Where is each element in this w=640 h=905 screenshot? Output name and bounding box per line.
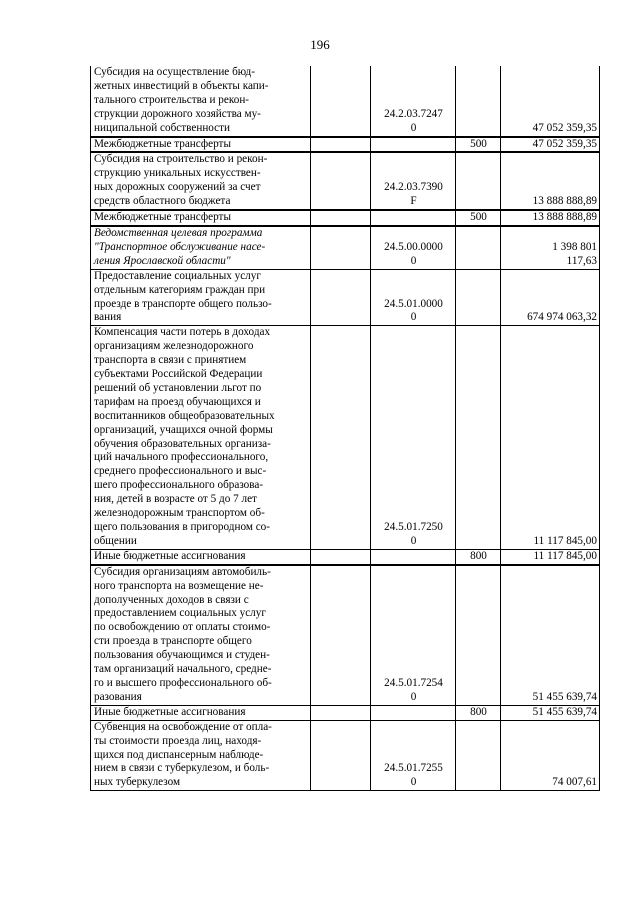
row-code-cell bbox=[371, 210, 456, 226]
row-name-cell: Субвенция на освобождение от опла- ты стоимости проезда лиц, находя- щихся под диспансерным наблюде- нием в связи с туберкулезом, и боль- ных туберкулезом bbox=[91, 720, 311, 791]
row-amount-cell: 47 052 359,35 bbox=[501, 137, 600, 153]
table-row bbox=[91, 705, 600, 720]
row-code-cell: 24.2.03.7390 F bbox=[371, 152, 456, 210]
row-name-cell: Субсидия на строительство и рекон- струкцию уникальных искусствен- ных дорожных сооружений за счет средств областного бюджета bbox=[91, 152, 311, 210]
row-expense-type-cell bbox=[456, 565, 501, 706]
row-code-cell: 24.2.03.7247 0 bbox=[371, 66, 456, 137]
page-number: 196 bbox=[310, 37, 330, 52]
row-code-cell: 24.5.01.7254 0 bbox=[371, 565, 456, 706]
table-row bbox=[91, 720, 600, 791]
table-row bbox=[91, 152, 600, 210]
row-empty-cell bbox=[311, 137, 371, 153]
row-name-cell: Предоставление социальных услуг отдельным категориям граждан при проезде в транспорте общего пользо- вания bbox=[91, 269, 311, 326]
row-code-cell: 24.5.01.7250 0 bbox=[371, 326, 456, 550]
row-empty-cell bbox=[311, 565, 371, 706]
row-amount-cell: 13 888 888,89 bbox=[501, 210, 600, 226]
row-expense-type-cell bbox=[456, 326, 501, 550]
row-name-cell: Межбюджетные трансферты bbox=[91, 210, 311, 226]
row-code-cell: 24.5.01.0000 0 bbox=[371, 269, 456, 326]
row-code-cell bbox=[371, 137, 456, 153]
row-empty-cell bbox=[311, 66, 371, 137]
row-expense-type-cell bbox=[456, 269, 501, 326]
row-code-cell bbox=[371, 549, 456, 564]
row-name-cell: Компенсация части потерь в доходах организациям железнодорожного транспорта в связи с принятием субъектами Российской Федерации решений об установлении льгот по тарифам на проезд обучающихся и воспитанников общеобразовательных организаций, учащихся очной формы обучения образовательных организа- ций начального профессионального, среднего профессионального и выс- шего профессионального образова- ния, детей в возрасте от 5 до 7 лет железнодорожным транспортом об- щего пользования в пригородном со- общении bbox=[91, 326, 311, 550]
row-name-cell: Субсидия организациям автомобиль- ного транспорта на возмещение не- дополученных доходов в связи с предоставлением социальных услуг по освобождению от оплаты стоимо- сти проезда в транспорте общего пользования обучающимся и студен- там организаций начального, средне- го и высшего профессионального об- разования bbox=[91, 565, 311, 706]
row-empty-cell bbox=[311, 210, 371, 226]
row-empty-cell bbox=[311, 326, 371, 550]
row-amount-cell: 11 117 845,00 bbox=[501, 326, 600, 550]
row-empty-cell bbox=[311, 549, 371, 564]
row-expense-type-cell bbox=[456, 66, 501, 137]
row-name-cell: Иные бюджетные ассигнования bbox=[91, 705, 311, 720]
row-empty-cell bbox=[311, 720, 371, 791]
row-amount-cell: 11 117 845,00 bbox=[501, 549, 600, 564]
row-empty-cell bbox=[311, 226, 371, 269]
table-row bbox=[91, 565, 600, 706]
row-amount-cell: 74 007,61 bbox=[501, 720, 600, 791]
table-row bbox=[91, 269, 600, 326]
row-empty-cell bbox=[311, 152, 371, 210]
row-code-cell: 24.5.00.0000 0 bbox=[371, 226, 456, 269]
row-expense-type-cell: 500 bbox=[456, 210, 501, 226]
row-amount-cell: 47 052 359,35 bbox=[501, 66, 600, 137]
budget-table-body bbox=[91, 66, 600, 791]
table-row bbox=[91, 549, 600, 564]
row-amount-cell: 51 455 639,74 bbox=[501, 565, 600, 706]
row-expense-type-cell bbox=[456, 720, 501, 791]
row-code-cell bbox=[371, 705, 456, 720]
row-amount-cell: 51 455 639,74 bbox=[501, 705, 600, 720]
row-amount-cell: 1 398 801 117,63 bbox=[501, 226, 600, 269]
row-expense-type-cell: 800 bbox=[456, 705, 501, 720]
row-expense-type-cell: 500 bbox=[456, 137, 501, 153]
row-empty-cell bbox=[311, 269, 371, 326]
row-expense-type-cell bbox=[456, 152, 501, 210]
row-name-cell: Межбюджетные трансферты bbox=[91, 137, 311, 153]
table-row bbox=[91, 210, 600, 226]
row-empty-cell bbox=[311, 705, 371, 720]
table-row bbox=[91, 226, 600, 269]
row-name-cell: Иные бюджетные ассигнования bbox=[91, 549, 311, 564]
row-amount-cell: 13 888 888,89 bbox=[501, 152, 600, 210]
row-amount-cell: 674 974 063,32 bbox=[501, 269, 600, 326]
table-row bbox=[91, 137, 600, 153]
row-code-cell: 24.5.01.7255 0 bbox=[371, 720, 456, 791]
budget-table bbox=[90, 66, 600, 791]
table-row bbox=[91, 66, 600, 137]
table-row bbox=[91, 326, 600, 550]
row-expense-type-cell: 800 bbox=[456, 549, 501, 564]
row-expense-type-cell bbox=[456, 226, 501, 269]
row-name-cell: Ведомственная целевая программа "Транспортное обслуживание насе- ления Ярославской области" bbox=[91, 226, 311, 269]
row-name-cell: Субсидия на осуществление бюд- жетных инвестиций в объекты капи- тального строительства и рекон- струкции дорожного хозяйства му- ниципальной собственности bbox=[91, 66, 311, 137]
